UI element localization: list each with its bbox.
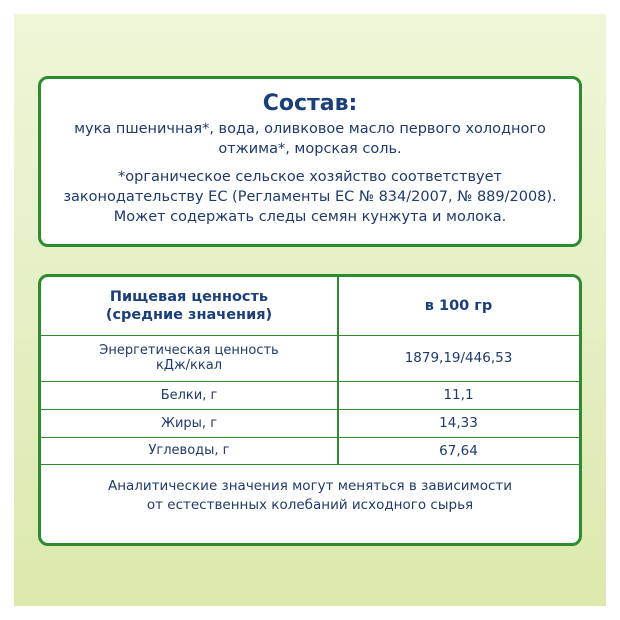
row-label: Жиры, г [160,415,218,431]
table-row [41,409,579,438]
composition-box [38,76,582,247]
column-divider [337,277,339,464]
nutrition-header-per100: в 100 гр [424,298,493,314]
composition-title: Состав: [262,91,358,116]
organic-note [51,167,569,227]
row-label [41,335,337,381]
analytical-note [41,477,579,515]
note-line-2: от естественных колебаний исходного сырья [146,497,474,513]
table-row [41,381,579,410]
table-row [41,335,579,382]
table-row [41,437,579,465]
row-value: 67,64 [439,442,478,459]
row-label-line-1: Энергетическая ценность [99,343,279,358]
ingredients-line-2: отжима*, морская соль. [218,141,402,157]
row-label-line-2: кДж/ккал [155,358,223,373]
nutrition-table-header [41,277,579,336]
row-value: 1879,19/446,53 [404,350,513,366]
allergen-line: Может содержать следы семян кунжута и молока. [113,209,507,225]
header-label-line-1: Пищевая ценность [109,289,269,305]
header-label-line-2: (средние значения) [105,307,273,323]
row-value: 14,33 [439,415,478,431]
note-line-1: Аналитические значения могут меняться в зависимости [107,478,513,494]
row-value: 11,1 [443,387,474,403]
ingredients-line-1: мука пшеничная*, вода, оливковое масло первого холодного [74,121,546,137]
organic-line-2: законодательству ЕС (Регламенты ЕС № 834/2007, № 889/2008). [63,189,557,205]
nutrition-box [38,274,582,546]
package-panel [14,14,606,606]
ingredients-text [51,119,569,159]
organic-line-1: *органическое сельское хозяйство соответствует [118,169,502,185]
row-label: Белки, г [160,387,218,403]
row-label: Углеводы, г [148,443,230,458]
nutrition-header-label [41,277,337,335]
